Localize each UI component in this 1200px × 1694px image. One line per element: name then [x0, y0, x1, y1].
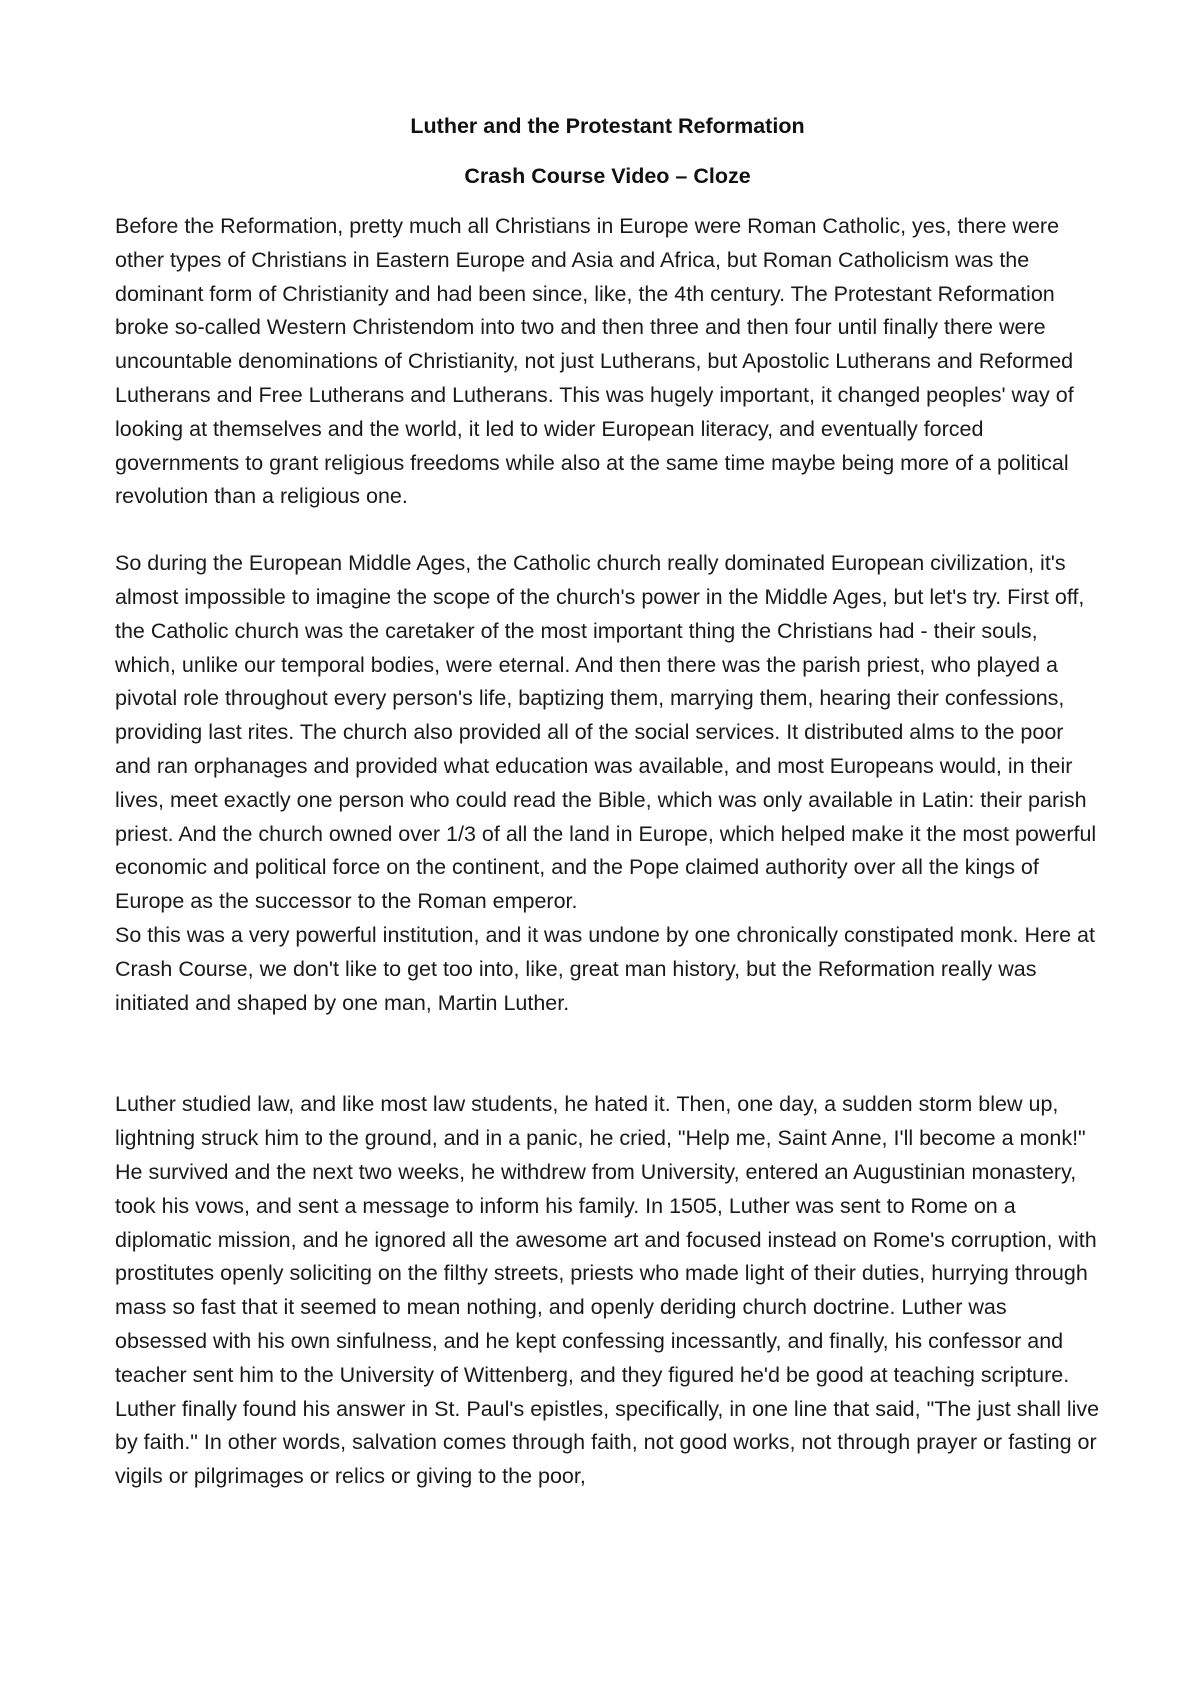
paragraph-spacer	[115, 514, 1100, 547]
paragraph-middle-ages: So during the European Middle Ages, the Catholic church really dominated European civilization, it's almost impossible to imagine the scope of the church's power in the Middle Ages, but let's try. First off, the Catholic church was the caretaker of the most important thing the Christians had - their souls, which, unlike our temporal bodies, were eternal. And then there was the parish priest, who played a pivotal role throughout every person's life, baptizing them, marrying them, hearing their confessions, providing last rites. The church also provided all of the social services. It distributed alms to the poor and ran orphanages and provided what education was available, and most Europeans would, in their lives, meet exactly one person who could read the Bible, which was only available in Latin: their parish priest. And the church owned over 1/3 of all the land in Europe, which helped make it the most powerful economic and political force on the continent, and the Pope claimed authority over all the kings of Europe as the successor to the Roman emperor.	[115, 551, 1097, 914]
paragraph-powerful-institution: So this was a very powerful institution, and it was undone by one chronically constipated monk. Here at Crash Course, we don't like to get too into, like, great man history, but the Reformation really was initiated and shaped by one man, Martin Luther.	[115, 922, 1095, 1015]
document-title: Luther and the Protestant Reformation	[410, 114, 805, 138]
paragraph-intro: Before the Reformation, pretty much all Christians in Europe were Roman Catholic, yes, there were other types of Christians in Eastern Europe and Asia and Africa, but Roman Catholicism was the dominant form of Christianity and had been since, like, the 4th century. The Protestant Reformation broke so-called Western Christendom into two and then three and then four until finally there were uncountable denominations of Christianity, not just Lutherans, but Apostolic Lutherans and Reformed Lutherans and Free Lutherans and Lutherans. This was hugely important, it changed peoples' way of looking at themselves and the world, it led to wider European literacy, and eventually forced governments to grant religious freedoms while also at the same time maybe being more of a political revolution than a religious one.	[115, 214, 1074, 509]
paragraph-spacer	[115, 1020, 1100, 1088]
document-subtitle: Crash Course Video – Cloze	[464, 164, 751, 188]
paragraph-luther: Luther studied law, and like most law students, he hated it. Then, one day, a sudden storm blew up, lightning struck him to the ground, and in a panic, he cried, "Help me, Saint Anne, I'll become a monk!" He survived and the next two weeks, he withdrew from University, entered an Augustinian monastery, took his vows, and sent a message to inform his family. In 1505, Luther was sent to Rome on a diplomatic mission, and he ignored all the awesome art and focused instead on Rome's corruption, with prostitutes openly soliciting on the filthy streets, priests who made light of their duties, hurrying through mass so fast that it seemed to mean nothing, and openly deriding church doctrine. Luther was obsessed with his own sinfulness, and he kept confessing incessantly, and finally, his confessor and teacher sent him to the University of Wittenberg, and they figured he'd be good at teaching scripture. Luther finally found his answer in St. Paul's epistles, specifically, in one line that said, "The just shall live by faith." In other words, salvation comes through faith, not good works, not through prayer or fasting or vigils or pilgrimages or relics or giving to the poor,	[115, 1092, 1100, 1489]
document-body	[115, 112, 1100, 1494]
